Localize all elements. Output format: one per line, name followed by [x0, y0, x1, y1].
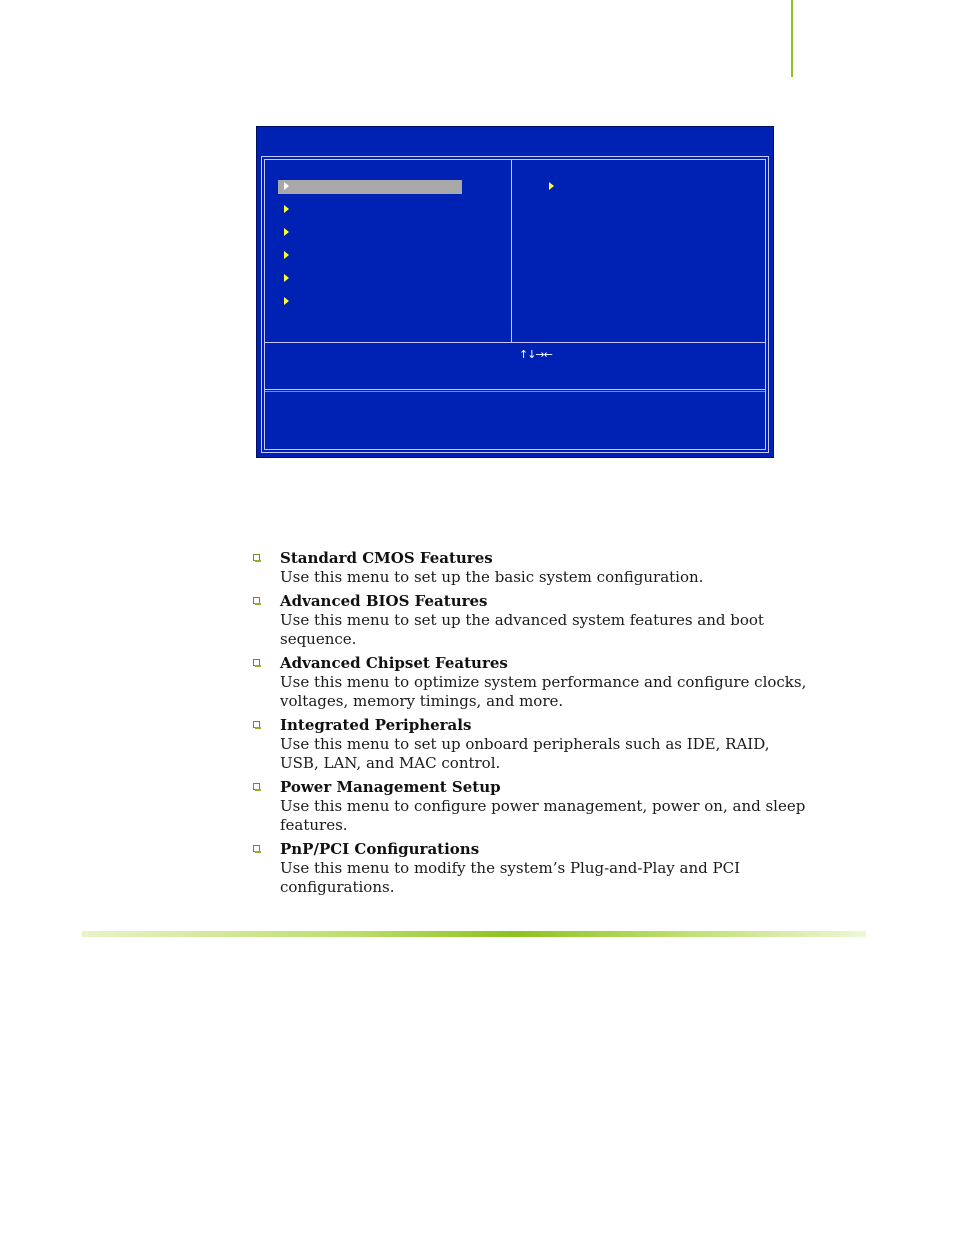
- checkbox-bullet-icon: [253, 659, 260, 666]
- arrow-right-icon: [284, 182, 289, 190]
- checkbox-bullet-icon: [253, 845, 260, 852]
- bios-right-menu-item[interactable]: [543, 180, 555, 194]
- arrow-right-icon: [284, 205, 289, 213]
- bios-divider-bottom-shadow: [265, 391, 765, 392]
- menu-description-list: [252, 549, 812, 898]
- list-item: [252, 840, 812, 898]
- footer-gradient-bar: [82, 931, 866, 937]
- item-title: Integrated Peripherals: [280, 715, 472, 734]
- item-description: Use this menu to set up the basic system configuration.: [280, 568, 704, 586]
- item-description: Use this menu to set up the advanced system features and boot sequence.: [280, 610, 764, 648]
- item-description: Use this menu to set up onboard peripherals such as IDE, RAID, USB, LAN, and MAC control.: [280, 734, 770, 772]
- navigation-keys-hint: ↑↓→←: [519, 348, 552, 361]
- item-description: Use this menu to configure power management, power on, and sleep features.: [280, 796, 806, 834]
- arrow-right-icon: [549, 182, 554, 190]
- item-title: Power Management Setup: [280, 777, 501, 796]
- item-description: Use this menu to modify the system’s Plug-and-Play and PCI configurations.: [280, 858, 741, 896]
- arrow-right-icon: [284, 274, 289, 282]
- bios-divider-top: [265, 342, 765, 343]
- checkbox-bullet-icon: [253, 554, 260, 561]
- bios-menu-item[interactable]: [278, 249, 462, 263]
- list-item: [252, 778, 812, 836]
- bios-menu-item[interactable]: [278, 295, 462, 309]
- bios-divider-bottom: [265, 389, 765, 390]
- arrow-right-icon: [284, 251, 289, 259]
- arrow-right-icon: [284, 297, 289, 305]
- item-title: Advanced Chipset Features: [280, 653, 508, 672]
- bios-column-divider: [511, 160, 512, 343]
- bios-screen: [256, 126, 774, 458]
- checkbox-bullet-icon: [253, 721, 260, 728]
- list-item: [252, 549, 812, 588]
- header-rule: [791, 0, 793, 77]
- list-item: [252, 592, 812, 650]
- checkbox-bullet-icon: [253, 783, 260, 790]
- item-title: Standard CMOS Features: [280, 549, 493, 567]
- item-title: PnP/PCI Configurations: [280, 839, 480, 858]
- bios-menu-item[interactable]: [278, 226, 462, 240]
- bios-menu-item[interactable]: [278, 203, 462, 217]
- list-item: [252, 716, 812, 774]
- bios-menu-item[interactable]: [278, 180, 462, 194]
- checkbox-bullet-icon: [253, 597, 260, 604]
- item-description: Use this menu to optimize system performance and configure clocks, voltages, memory timings, and more.: [280, 672, 807, 710]
- arrow-right-icon: [284, 228, 289, 236]
- bios-menu-item[interactable]: [278, 272, 462, 286]
- item-title: Advanced BIOS Features: [280, 591, 488, 610]
- list-item: [252, 654, 812, 712]
